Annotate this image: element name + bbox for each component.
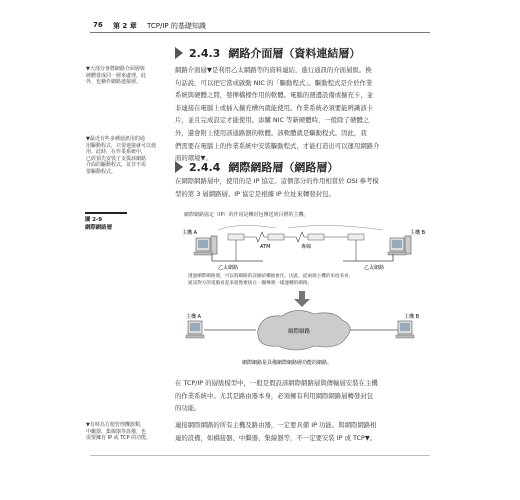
- figure-label: 圖 2-9 網際網路層: [85, 212, 127, 231]
- body-line: 片，並且完成設定才能使用。添購 NIC 等新硬體時，一般除了硬體之: [175, 116, 370, 125]
- body-line: 網路介面層▼是利用乙太網路等的資料連結，進行通訊的介面層級。換: [175, 66, 372, 74]
- figure-desc-2: 通訊對方的電腦看起來就像連接在一團傳遞一樣運轉的網路。: [188, 281, 313, 286]
- header-divider: [90, 32, 430, 33]
- section-244-body: [175, 175, 425, 200]
- body-line: 在 TCP/IP 的層級模型中，一般是假設該網際網路層與傳輸層安裝在主機: [175, 379, 378, 387]
- body-line: 型的第 3 層網路層。IP 協定是根據 IP 位址來轉發封包。: [175, 189, 335, 198]
- highspeed-label: 專線: [301, 244, 312, 250]
- section-243-body: [175, 64, 425, 165]
- section-title: 網際網路層（網路層）: [228, 161, 339, 174]
- section-number: 2.4.4: [189, 160, 221, 174]
- body-line: 句話說，可以把它當成啟動 NIC 的「驅動程式」。驅動程式是介於作業: [175, 78, 373, 87]
- host-a-computer-icon: [194, 236, 217, 255]
- section-title: 網路介面層（資料連結層）: [228, 47, 361, 60]
- chapter-label: 第 2 章: [113, 22, 137, 30]
- router-icon: [308, 234, 324, 240]
- section-triangle-icon: [175, 161, 183, 173]
- host-b-computer-icon: [396, 321, 414, 338]
- body-line: 連接網際網路的所有主機及路由器，一定要具備 IP 功能。與網際網路相: [175, 421, 377, 429]
- body-line: 非連接在電腦上或插入擴充槽內就能使用。作業系統必須要能辨識該卡: [175, 103, 374, 112]
- chapter-title: TCP/IP 的基礎知識: [147, 22, 206, 30]
- side-note-3: ▼有時為方便管理機器類， 中繼器、集線器等設備，也 需要擁有 IP 或 TCP 的功能。: [86, 422, 152, 442]
- ethernet-right-label: 乙太網路: [364, 265, 385, 271]
- body-line: 的作業系統中。尤其是路由器本身，必須擁有利用網際網路層轉發封包: [175, 391, 374, 400]
- router-icon: [228, 234, 244, 240]
- section-heading-243: [175, 45, 360, 61]
- host-a-label: 主機 A: [182, 230, 198, 236]
- side-note-2: ▼最近有些多種通訊用的通 用驅動程式，只要連接就可以使 用。此時，在作業系統中， 已經預先安裝了支援該網路 介面的驅動程式，並非不需 要驅動程式。: [86, 136, 157, 175]
- figure-bottom-desc: 網際網路是具備網際網路層功能的網路。: [242, 360, 333, 366]
- down-arrow-icon: [294, 291, 310, 307]
- body-line: 在網際網路層中，使用的是 IP 協定。這個部分的作用相當於 OSI 參考模: [175, 177, 379, 185]
- body-line: 的功能。: [175, 404, 201, 413]
- ethernet-left-label: 乙太網路: [218, 265, 239, 271]
- cloud-label: 網際網路: [288, 329, 311, 335]
- router-icon: [268, 234, 284, 240]
- router-icon: [348, 234, 364, 240]
- page-number: 76: [93, 21, 103, 29]
- footer-divider: [90, 455, 430, 456]
- side-note-1: ▼大部分會將網路介面層與 硬體當成同一層來處理，此 外，也稱作網路連接層。: [86, 66, 147, 86]
- figure-desc-1: 透過網際網路層，可以將網路的詳細結構抽象化。因此，從兩端主機的角度來看，: [188, 274, 354, 279]
- section-number: 2.4.3: [189, 46, 221, 60]
- host-b-label: 主機 B: [410, 230, 426, 236]
- host-a-computer-icon: [186, 321, 204, 338]
- tcpip-paragraph: [175, 377, 425, 415]
- devices-paragraph: [175, 419, 425, 444]
- host-b-label-bottom: 主機 B: [404, 314, 420, 320]
- body-line: 們需要在電腦上的作業系統中安裝驅動程式，才能打造出可以運用網路介: [175, 141, 380, 150]
- network-layer-figure: [178, 206, 428, 374]
- body-line: 系統與硬體之間，發揮橋樑作用的軟體。電腦的週邊設備或擴充卡，並: [175, 91, 374, 100]
- section-heading-244: [175, 159, 338, 175]
- body-line: 連的設備，如橋接器、中繼器、集線器等，不一定要安裝 IP 或 TCP▼。: [175, 433, 377, 442]
- section-triangle-icon: [175, 47, 183, 59]
- figure-caption: 網際網路協定（IP）的作用是轉封包傳送到目標的主機。: [184, 212, 309, 218]
- host-b-computer-icon: [388, 236, 411, 255]
- host-a-label-bottom: 主機 A: [186, 314, 202, 320]
- body-line: 面的環境▼。: [175, 154, 212, 163]
- body-line: 外，還會附上使用該通路器的軟體。該軟體就是驅動程式。因此，我: [175, 128, 367, 137]
- atm-label: ATM: [260, 244, 271, 250]
